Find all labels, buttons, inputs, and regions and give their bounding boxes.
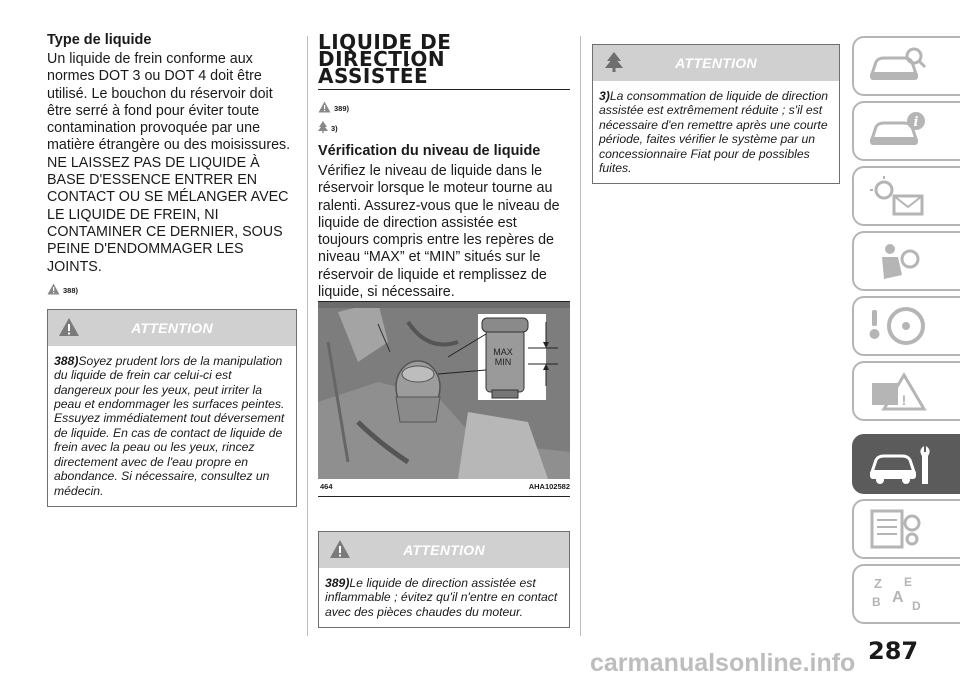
tab-starting-driving[interactable] — [852, 296, 960, 356]
warning-ref-388 — [47, 279, 297, 295]
tab-emergency[interactable] — [852, 361, 960, 421]
attention-title: ATTENTION — [131, 319, 213, 336]
figure-min-label: MIN — [494, 357, 512, 367]
attention-number: 3) — [599, 89, 610, 103]
tab-getting-to-know-car[interactable] — [852, 36, 960, 96]
engine-bay-illustration — [318, 302, 570, 479]
tab-index[interactable] — [852, 564, 960, 624]
warning-ref-389 — [318, 97, 570, 113]
car-wrench-icon — [868, 442, 938, 490]
figure-code: AHA102582 — [528, 482, 570, 491]
environment-ref-3 — [318, 117, 570, 133]
attention-header — [48, 310, 296, 346]
svg-text:E: E — [904, 575, 913, 589]
watermark: carmanualsonline.info — [590, 649, 856, 677]
attention-body — [593, 81, 839, 183]
figure-bottom-rule — [318, 496, 570, 497]
warning-ref-label: 389) — [334, 104, 350, 113]
warning-lights-icon — [868, 174, 928, 218]
column-divider — [580, 36, 581, 636]
column-divider — [307, 36, 308, 636]
attention-header — [593, 45, 839, 81]
attention-header — [319, 532, 569, 568]
svg-text:D: D — [912, 599, 921, 613]
car-info-icon — [868, 109, 928, 153]
tab-warning-lights[interactable] — [852, 166, 960, 226]
brake-fluid-type-heading: Type de liquide — [47, 32, 152, 48]
tab-safety[interactable] — [852, 231, 960, 291]
attention-box-3 — [592, 44, 840, 184]
section-title — [318, 0, 570, 90]
warning-ref-label: 388) — [63, 285, 79, 295]
level-check-heading: Vérification du niveau de liquide — [318, 143, 541, 159]
attention-number: 388) — [54, 353, 79, 368]
svg-text:i: i — [913, 115, 919, 130]
attention-title: ATTENTION — [403, 542, 485, 558]
attention-box-388 — [47, 309, 297, 507]
warning-triangle-icon — [47, 283, 60, 295]
section-title-line-1: LIQUIDE DE — [318, 30, 452, 54]
environment-ref-label: 3) — [331, 124, 338, 133]
reservoir-figure — [318, 302, 570, 479]
figure-caption — [320, 482, 570, 491]
left-column — [47, 0, 297, 507]
fir-tree-icon — [318, 121, 328, 133]
attention-text: La consommation de liquide de direction assistée est extrêmement réduite ; s'il est nécessaire d'en remettre après une courte période, faites vérifier le système par un concessionnaire Fiat pour de possibles fuites. — [599, 89, 828, 176]
attention-number: 389) — [325, 576, 350, 590]
svg-text:Z: Z — [874, 576, 882, 591]
page-number: 287 — [868, 637, 919, 665]
tab-dashboard-info[interactable] — [852, 101, 960, 161]
roadside-warning-icon — [868, 369, 928, 413]
svg-text:A: A — [892, 589, 904, 606]
tab-technical-specs[interactable] — [852, 499, 960, 559]
attention-body — [48, 346, 296, 506]
attention-body — [319, 568, 569, 627]
attention-text: Le liquide de direction assistée est inflammable ; évitez qu'il n'entre en contact avec des pièces chaudes du moteur. — [325, 576, 558, 619]
middle-column — [318, 0, 570, 301]
brake-fluid-paragraph: Un liquide de frein conforme aux normes DOT 3 ou DOT 4 doit être utilisé. Le bouchon du réservoir doit être serré à fond pour éviter toute contamination provoquée par une matière étrangère ou des moisissures. NE LAISSEZ PAS DE LIQUIDE À BASE D'ESSENCE ENTRER EN CONTACT OU SE MÉLANGER AVEC LE LIQUIDE DE FREIN, NI CONTAMINER CE DERNIER, SOUS PEINE D'ENDOMMAGER LES JOINTS. — [47, 51, 291, 275]
attention-text: Soyez prudent lors de la manipulation du liquide de frein car celui-ci est dangereux pour les yeux, peut irriter la peau et endommager les surfaces peintes. Essuyez immédiatement tout déversement de liquide. En cas de contact de liquide de frein avec la peau ou les yeux, rincez directement avec de l'eau propre en abondance. Si nécessaire, consultez un médecin. — [54, 353, 285, 498]
level-check-paragraph: Vérifiez le niveau de liquide dans le réservoir lorsque le moteur tourne au ralenti. Assurez-vous que le niveau de liquide de direction assistée est toujours compris entre les repères de niveau “MAX” et “MIN” situés sur le réservoir de liquide et remplissez de liquide, si nécessaire. — [318, 163, 560, 301]
airbag-icon — [868, 239, 928, 283]
attention-box-389 — [318, 531, 570, 628]
section-title-line-3: ASSISTÉE — [318, 64, 429, 88]
svg-text:!: ! — [901, 392, 907, 408]
figure-max-label: MAX — [493, 347, 513, 357]
specifications-icon — [868, 507, 928, 551]
tab-maintenance-care[interactable] — [852, 434, 960, 494]
figure-number: 464 — [320, 482, 333, 491]
steering-wheel-icon — [868, 304, 928, 348]
car-search-icon — [868, 44, 928, 88]
warning-triangle-icon — [318, 101, 331, 113]
section-title-line-2: DIRECTION — [318, 47, 446, 71]
index-icon — [868, 572, 928, 616]
attention-title: ATTENTION — [675, 55, 757, 71]
svg-text:B: B — [872, 595, 881, 609]
